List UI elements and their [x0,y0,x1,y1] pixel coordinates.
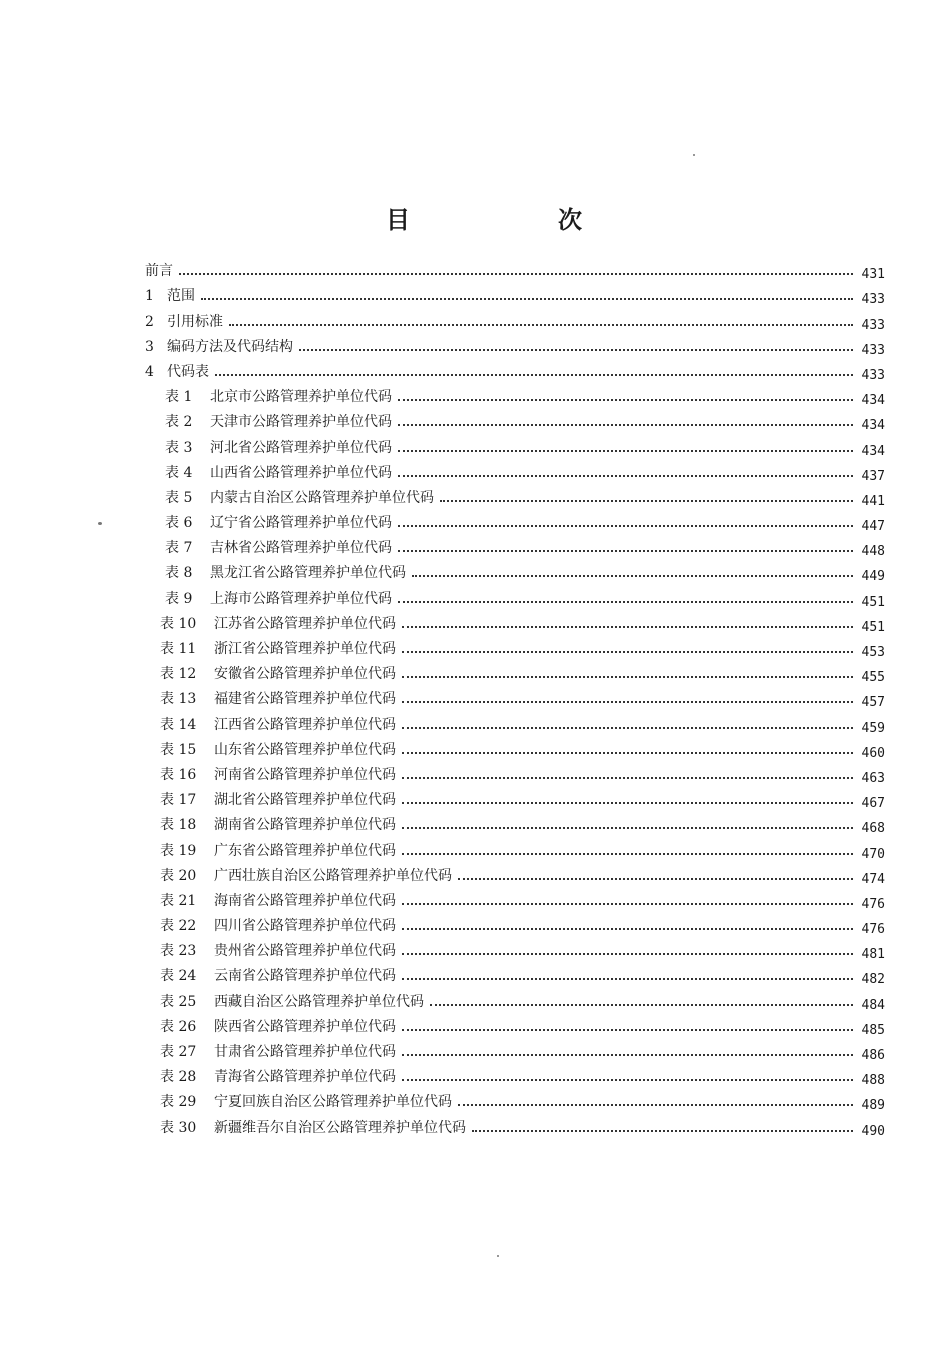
toc-entry-coding-method[interactable] [145,331,885,356]
toc-dot-leader [402,826,853,829]
toc-entry-number: 表 29 [160,1094,197,1111]
toc-table-entry[interactable] [145,1086,885,1114]
toc-entry-number: 表 15 [160,741,197,758]
toc-table-entry[interactable] [145,1061,885,1089]
toc-table-entry[interactable] [145,910,885,938]
table-of-contents [145,255,885,1137]
toc-page-number: 485 [861,1022,885,1038]
toc-table-entry[interactable] [145,633,885,658]
toc-dot-leader [398,449,853,452]
toc-page-number: 474 [861,871,885,887]
toc-dot-leader [299,348,853,351]
toc-dot-leader [402,902,853,905]
toc-table-entry[interactable] [145,608,885,633]
toc-page-number: 451 [861,619,885,635]
toc-entry-label: 前言 [145,263,173,280]
toc-page-number: 433 [861,367,885,383]
toc-entry-label: 范围 [167,288,195,305]
toc-dot-leader [440,499,853,502]
toc-entry-number: 表 9 [165,590,193,607]
toc-entry-label: 海南省公路管理养护单位代码 [214,892,396,909]
toc-entry-number: 2 [145,313,154,330]
toc-dot-leader [402,927,853,930]
toc-entry-label: 黑龙江省公路管理养护单位代码 [210,565,406,582]
toc-table-entry[interactable] [145,985,885,1013]
toc-entry-number: 表 12 [160,666,197,683]
toc-entry-number: 表 17 [160,792,197,809]
toc-page-number: 433 [861,317,885,333]
toc-entry-references[interactable] [145,305,885,333]
toc-entry-number: 表 3 [165,439,193,456]
toc-dot-leader [458,1103,853,1106]
toc-entry-number: 表 28 [160,1069,197,1086]
toc-page-number: 455 [861,670,885,686]
toc-table-entry[interactable] [145,734,885,759]
toc-dot-leader [402,952,853,955]
toc-dot-leader [402,675,853,678]
toc-dot-leader [398,524,853,527]
toc-page-number: 447 [861,519,885,535]
toc-entry-code-tables[interactable] [145,356,885,381]
toc-page-number: 476 [861,922,885,938]
toc-table-entry[interactable] [145,406,885,434]
toc-page-number: 489 [861,1098,885,1114]
toc-entry-number: 表 7 [165,540,193,557]
toc-table-entry[interactable] [145,784,885,812]
toc-page-number: 484 [861,997,885,1013]
toc-entry-label: 新疆维吾尔自治区公路管理养护单位代码 [214,1119,466,1136]
toc-entry-label: 陕西省公路管理养护单位代码 [214,1018,396,1035]
toc-entry-number: 表 13 [160,691,197,708]
toc-table-entry[interactable] [145,885,885,910]
toc-dot-leader [398,423,853,426]
toc-table-entry[interactable] [145,1011,885,1036]
toc-entry-label: 吉林省公路管理养护单位代码 [210,540,392,557]
toc-entry-label: 河北省公路管理养护单位代码 [210,439,392,456]
toc-page-number: 434 [861,418,885,434]
toc-table-entry[interactable] [145,683,885,711]
toc-dot-leader [398,474,853,477]
toc-entry-label: 广东省公路管理养护单位代码 [214,842,396,859]
toc-page-number: 470 [861,846,885,862]
toc-table-entry[interactable] [145,532,885,560]
toc-dot-leader [402,625,853,628]
toc-entry-label: 内蒙古自治区公路管理养护单位代码 [210,489,434,506]
toc-entry-number: 表 18 [160,817,197,834]
toc-entry-label: 云南省公路管理养护单位代码 [214,968,396,985]
toc-table-entry[interactable] [145,457,885,482]
toc-dot-leader [402,852,853,855]
toc-entry-label: 天津市公路管理养护单位代码 [210,414,392,431]
page-title: 目 次 [386,206,644,234]
toc-entry-number: 表 23 [160,943,197,960]
toc-entry-number: 3 [145,338,154,355]
toc-dot-leader [402,726,853,729]
toc-entry-number: 表 26 [160,1018,197,1035]
toc-page-number: 434 [861,393,885,409]
toc-entry-number: 表 4 [165,464,193,481]
toc-table-entry[interactable] [145,1111,885,1139]
toc-entry-label: 浙江省公路管理养护单位代码 [214,641,396,657]
toc-entry-label: 湖南省公路管理养护单位代码 [214,817,396,834]
toc-table-entry[interactable] [145,431,885,459]
toc-entry-label: 江西省公路管理养护单位代码 [214,716,396,733]
toc-entry-number: 表 25 [160,993,197,1010]
toc-entry-number: 表 24 [160,968,197,985]
scan-speck [497,1255,499,1257]
toc-entry-number: 表 21 [160,892,197,909]
toc-table-entry[interactable] [145,582,885,610]
toc-page-number: 490 [861,1123,885,1139]
toc-entry-number: 表 19 [160,842,197,859]
toc-dot-leader [179,272,853,275]
toc-page-number: 460 [861,745,885,761]
toc-dot-leader [402,1078,853,1081]
toc-entry-label: 贵州省公路管理养护单位代码 [214,943,396,960]
toc-entry-number: 表 11 [160,641,197,657]
toc-entry-label: 江苏省公路管理养护单位代码 [214,615,396,632]
toc-page-number: 488 [861,1073,885,1089]
toc-page-number: 433 [861,342,885,358]
toc-entry-number: 表 22 [160,918,197,935]
toc-dot-leader [402,801,853,804]
toc-page-number: 431 [861,267,885,283]
toc-entry-label: 青海省公路管理养护单位代码 [214,1069,396,1086]
toc-table-entry[interactable] [145,658,885,686]
toc-entry-label: 安徽省公路管理养护单位代码 [214,666,396,683]
toc-table-entry[interactable] [145,809,885,837]
toc-dot-leader [412,574,853,577]
toc-page-number: 457 [861,695,885,711]
toc-table-entry[interactable] [145,960,885,988]
toc-page-number: 463 [861,770,885,786]
scan-speck [693,154,695,156]
toc-entry-number: 表 2 [165,414,193,431]
toc-entry-number: 表 20 [160,867,197,884]
toc-entry-number: 表 30 [160,1119,197,1136]
toc-dot-leader [398,549,853,552]
toc-entry-number: 1 [145,288,154,305]
toc-page-number: 441 [861,493,885,509]
toc-dot-leader [402,650,853,653]
toc-page-number: 448 [861,544,885,560]
toc-dot-leader [398,600,853,603]
toc-dot-leader [402,1053,853,1056]
toc-entry-label: 湖北省公路管理养护单位代码 [214,792,396,809]
toc-entry-label: 北京市公路管理养护单位代码 [210,389,392,406]
toc-dot-leader [402,776,853,779]
toc-dot-leader [201,297,853,300]
toc-entry-number: 表 27 [160,1044,197,1060]
toc-page-number: 482 [861,972,885,988]
toc-entry-label: 编码方法及代码结构 [167,338,293,355]
toc-table-entry[interactable] [145,834,885,862]
toc-page-number: 468 [861,821,885,837]
toc-page-number: 437 [861,468,885,484]
toc-dot-leader [402,751,853,754]
toc-entry-label: 宁夏回族自治区公路管理养护单位代码 [214,1094,452,1111]
toc-entry-label: 甘肃省公路管理养护单位代码 [214,1044,396,1060]
toc-entry-label: 上海市公路管理养护单位代码 [210,590,392,607]
toc-entry-number: 表 10 [160,615,197,632]
toc-dot-leader [472,1129,853,1132]
toc-entry-number: 表 8 [165,565,193,582]
toc-table-entry[interactable] [145,381,885,409]
toc-page-number: 434 [861,443,885,459]
toc-page-number: 459 [861,720,885,736]
toc-page-number: 451 [861,594,885,610]
toc-page-number: 476 [861,896,885,912]
toc-entry-label: 辽宁省公路管理养护单位代码 [210,515,392,532]
toc-entry-label: 河南省公路管理养护单位代码 [214,766,396,783]
toc-entry-label: 福建省公路管理养护单位代码 [214,691,396,708]
toc-dot-leader [430,1003,853,1006]
toc-table-entry[interactable] [145,507,885,535]
toc-table-entry[interactable] [145,860,885,885]
toc-entry-label: 山西省公路管理养护单位代码 [210,464,392,481]
toc-page-number: 433 [861,292,885,308]
toc-dot-leader [398,398,853,401]
toc-page-number: 453 [861,645,885,660]
toc-entry-number: 表 6 [165,515,193,532]
toc-entry-number: 表 14 [160,716,197,733]
toc-entry-label: 代码表 [167,363,209,380]
toc-entry-foreword[interactable] [145,255,885,283]
toc-table-entry[interactable] [145,482,885,507]
toc-entry-scope[interactable] [145,280,885,308]
toc-entry-label: 山东省公路管理养护单位代码 [214,741,396,758]
toc-dot-leader [215,373,853,376]
toc-table-entry[interactable] [145,935,885,963]
toc-dot-leader [402,1028,853,1031]
toc-dot-leader [229,323,853,326]
toc-page-number: 449 [861,569,885,585]
toc-entry-label: 广西壮族自治区公路管理养护单位代码 [214,867,452,884]
toc-dot-leader [402,700,853,703]
toc-page-number: 467 [861,796,885,812]
toc-page-number: 481 [861,947,885,963]
toc-entry-label: 四川省公路管理养护单位代码 [214,918,396,935]
toc-table-entry[interactable] [145,759,885,784]
toc-dot-leader [458,877,853,880]
toc-page-number: 486 [861,1048,885,1063]
toc-entry-number: 4 [145,363,154,380]
toc-dot-leader [402,977,853,980]
toc-entry-number: 表 16 [160,766,197,783]
toc-entry-label: 引用标准 [167,313,223,330]
toc-table-entry[interactable] [145,1036,885,1061]
toc-entry-number: 表 1 [165,389,193,406]
scan-speck [98,522,102,525]
toc-table-entry[interactable] [145,708,885,736]
toc-entry-number: 表 5 [165,489,193,506]
toc-table-entry[interactable] [145,557,885,585]
toc-entry-label: 西藏自治区公路管理养护单位代码 [214,993,424,1010]
